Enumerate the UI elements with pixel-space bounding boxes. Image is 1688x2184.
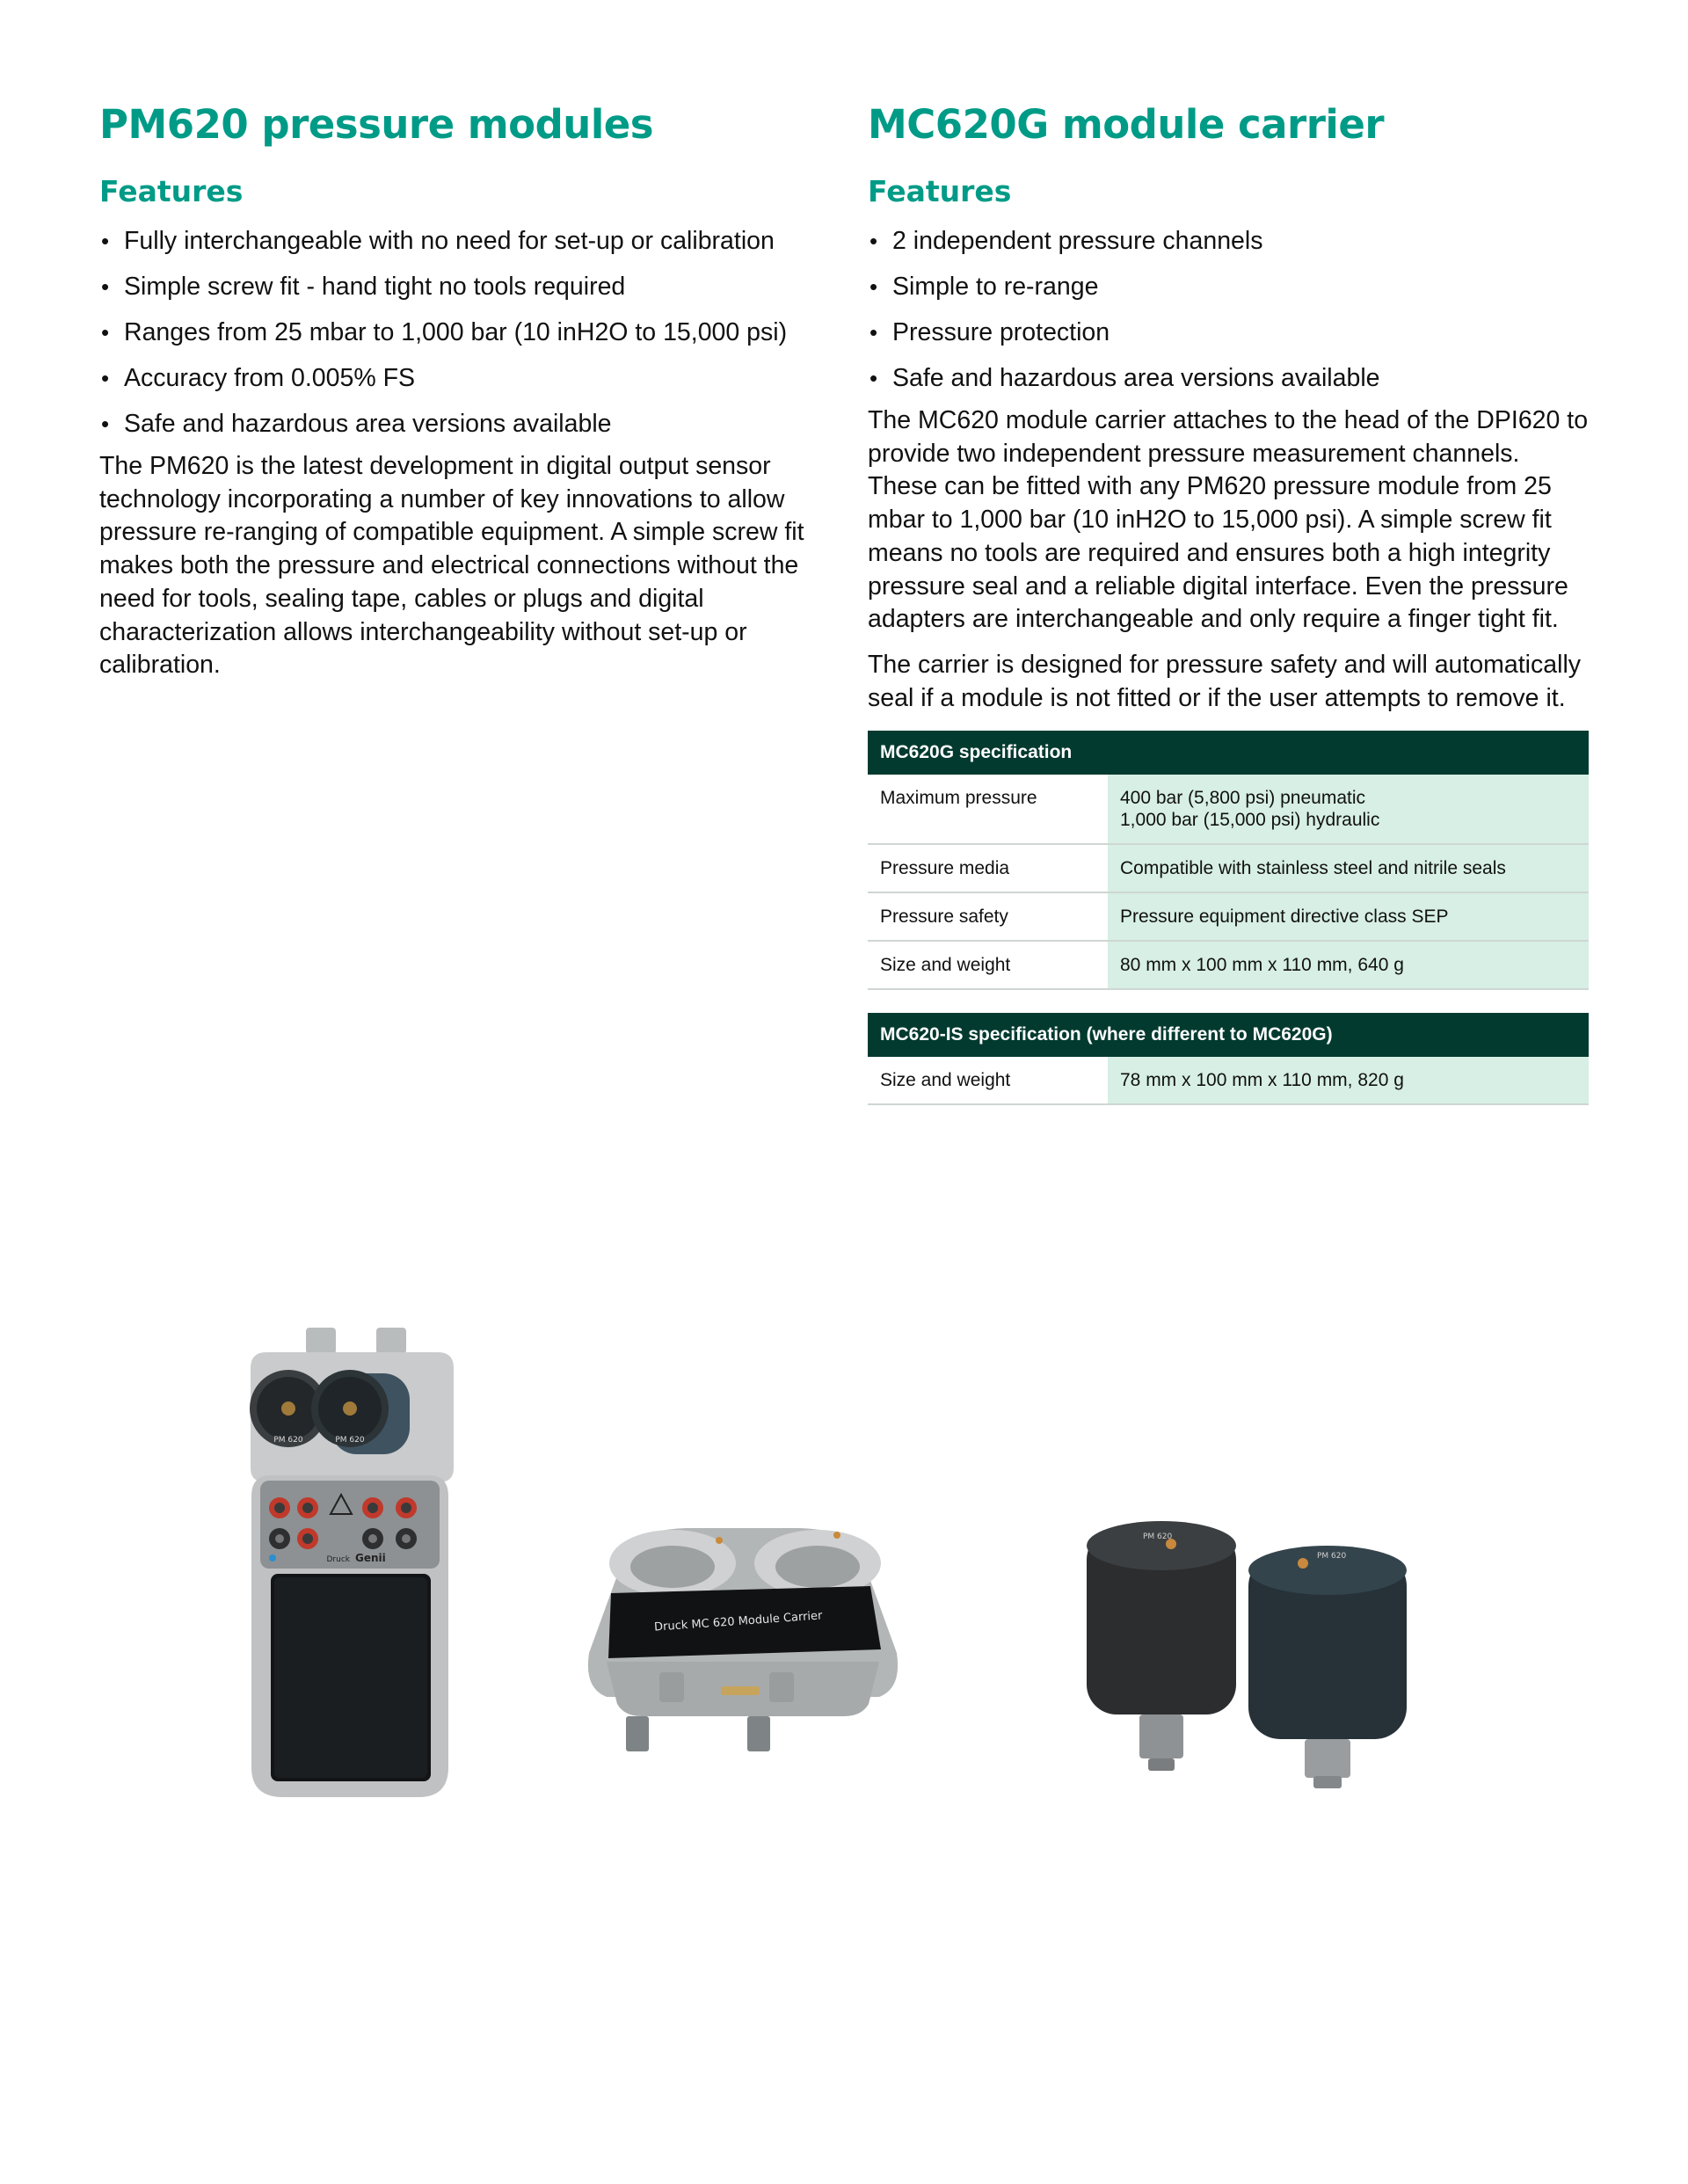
device-brand: Druck (326, 1555, 350, 1564)
spec-label: Maximum pressure (868, 775, 1108, 844)
spec-value: Pressure equipment directive class SEP (1108, 892, 1589, 941)
pm620-features-list (99, 218, 838, 447)
mc620g-safety-description: The carrier is designed for pressure safety and will automatically seal if a module is not fitted or if the user attempts to remove it. (868, 650, 1582, 712)
list-item: • Safe and hazardous area versions available (99, 401, 838, 447)
table-row (868, 892, 1589, 941)
table-row (868, 844, 1589, 892)
list-item: • Ranges from 25 mbar to 1,000 bar (10 inH2O to 15,000 psi) (99, 309, 838, 355)
table-row (868, 941, 1589, 989)
device-model: Genii (355, 1552, 386, 1564)
mc620-is-spec-table (868, 1013, 1589, 1105)
list-item: • Accuracy from 0.005% FS (99, 355, 838, 401)
list-item: • Simple to re-range (868, 264, 1589, 309)
mc620g-spec-table (868, 731, 1589, 990)
dpi620-calibrator-image (218, 1328, 473, 1802)
spec-label: Pressure media (868, 844, 1108, 892)
mc620g-features-list (868, 218, 1589, 401)
pm620-title: PM620 pressure modules (99, 101, 654, 148)
list-item: • Safe and hazardous area versions available (868, 355, 1589, 401)
table-row (868, 775, 1589, 844)
spec-table-heading: MC620-IS specification (where different to MC620G) (868, 1013, 1589, 1057)
module-label: PM 620 (1143, 1532, 1173, 1541)
carrier-label: Druck MC 620 Module Carrier (653, 1609, 823, 1634)
module-label: PM 620 (273, 1436, 303, 1445)
pm620-description: The PM620 is the latest development in digital output sensor technology incorporating a number of key innovations to allow pressure re-ranging of compatible equipment. A simple screw fit makes both the pressure and electrical connections without the need for tools, sealing tape, cables or plugs and digital characterization allows interchangeability without set-up or calibration. (99, 452, 804, 680)
spec-value: 80 mm x 100 mm x 110 mm, 640 g (1108, 941, 1589, 989)
list-item: • Fully interchangeable with no need for set-up or calibration (99, 218, 838, 264)
spec-label: Pressure safety (868, 892, 1108, 941)
spec-value: Compatible with stainless steel and nitrile seals (1108, 844, 1589, 892)
list-item: • Simple screw fit - hand tight no tools required (99, 264, 838, 309)
list-item: • Pressure protection (868, 309, 1589, 355)
spec-value (1108, 775, 1589, 844)
mc620g-section (868, 98, 1589, 1105)
module-label: PM 620 (1317, 1552, 1347, 1561)
pm620-section (99, 98, 838, 682)
mc620g-features-heading: Features (868, 174, 1012, 208)
table-row (868, 1057, 1589, 1104)
module-label: PM 620 (335, 1436, 365, 1445)
pm620-modules-image (1073, 1512, 1442, 1794)
pm620-features-heading: Features (99, 174, 244, 208)
mc620g-description: The MC620 module carrier attaches to the head of the DPI620 to provide two independent pressure measurement channels. These can be fitted with any PM620 pressure module from 25 mbar to 1,000 bar (10 inH2O to 15,000 psi). A simple screw fit means no tools are required and ensures both a high integrity pressure seal and a reliable digital interface. Even the pressure adapters are interchangeable and only require a finger tight fit. (868, 406, 1589, 634)
spec-label: Size and weight (868, 1057, 1108, 1104)
list-item: • 2 independent pressure channels (868, 218, 1589, 264)
product-images (0, 1328, 1688, 1820)
spec-value-line: 400 bar (5,800 psi) pneumatic (1120, 788, 1365, 809)
mc620-module-carrier-image (563, 1521, 923, 1767)
mc620g-title: MC620G module carrier (868, 101, 1385, 148)
spec-value: 78 mm x 100 mm x 110 mm, 820 g (1108, 1057, 1589, 1104)
spec-label: Size and weight (868, 941, 1108, 989)
spec-value-line: 1,000 bar (15,000 psi) hydraulic (1120, 810, 1380, 831)
spec-table-heading: MC620G specification (868, 731, 1589, 775)
